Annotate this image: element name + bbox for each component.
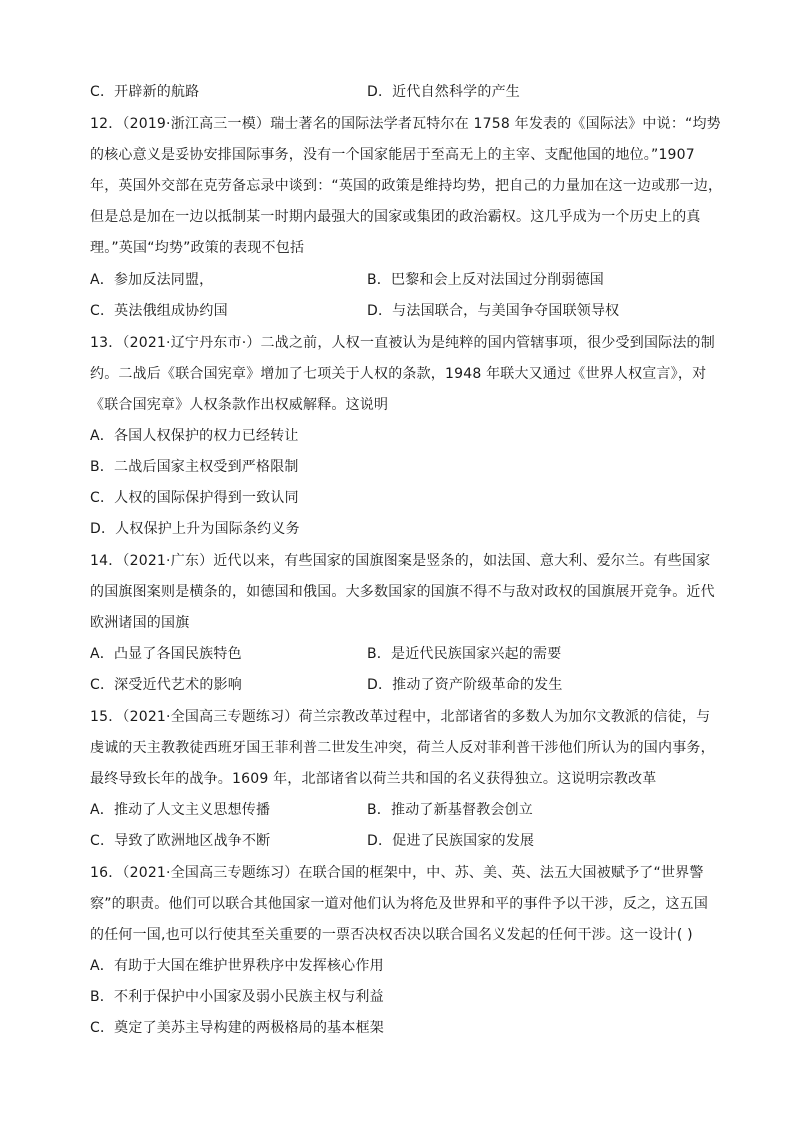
q16-stem-line-1: 16．（2021·全国高三专题练习）在联合国的框架中，中、苏、美、英、法五大国被赋予了“世界警 [90,865,704,881]
q12-option-a: A．参加反法同盟， [90,272,214,288]
q16-stem-line-2: 察”的职责。他们可以联合其他国家一道对他们认为将危及世界和平的事件予以干涉，反之，这五国 [90,896,709,912]
q12-stem-line-2: 的核心意义是妥协安排国际事务，没有一个国家能居于至高无上的主宰、支配他国的地位。”1907 [90,147,695,163]
q12-option-b: B．巴黎和会上反对法国过分削弱德国 [367,272,605,288]
q15-option-d: D．促进了民族国家的发展 [367,833,535,849]
q13-stem-line-1: 13．（2021·辽宁丹东市·）二战之前，人权一直被认为是纯粹的国内管辖事项，很少受到国际法的制 [90,335,715,351]
q14-option-c: C．深受近代艺术的影响 [90,677,242,693]
q12-option-d: D．与法国联合，与美国争夺国联领导权 [367,303,620,319]
q16-option-b: B．不利于保护中小国家及弱小民族主权与利益 [90,989,384,1005]
q12-stem-line-5: 理。”英国“均势”政策的表现不包括 [90,240,305,256]
q15-option-a: A．推动了人文主义思想传播 [90,802,271,818]
q15-stem-line-3: 最终导致长年的战争。1609 年，北部诸省以荷兰共和国的名义获得独立。这说明宗教改革 [90,771,657,787]
q15-stem-line-1: 15．（2021·全国高三专题练习）荷兰宗教改革过程中，北部诸省的多数人为加尔文教派的信徒，与 [90,709,711,725]
q14-option-d: D．推动了资产阶级革命的发生 [367,677,563,693]
q15-stem-line-2: 虔诚的天主教教徒西班牙国王菲利普二世发生冲突，荷兰人反对菲利普干涉他们所认为的国内事务， [90,740,715,756]
q13-option-c: C．人权的国际保护得到一致认同 [90,490,299,506]
q13-stem-line-3: 《联合国宪章》人权条款作出权威解释。这说明 [90,397,389,413]
q12-option-c: C．英法俄组成协约国 [90,303,228,319]
q15-option-c: C．导致了欧洲地区战争不断 [90,833,271,849]
q16-option-a: A．有助于大国在维护世界秩序中发挥核心作用 [90,958,384,974]
q12-stem-line-1: 12．（2019·浙江高三一模）瑞士著名的国际法学者瓦特尔在 1758 年发表的《国际法》中说：“均势 [90,116,721,132]
q14-stem-line-3: 欧洲诸国的国旗 [90,615,190,631]
q13-stem-line-2: 约。二战后《联合国宪章》增加了七项关于人权的条款，1948 年联大又通过《世界人权宣言》，对 [90,366,707,382]
q16-stem-line-3: 的任何一国,也可以行使其至关重要的一票否决权否决以联合国名义发起的任何干涉。这一设计( ) [90,927,693,943]
q12-stem-line-3: 年，英国外交部在克劳备忘录中谈到：“英国的政策是维持均势，把自己的力量加在这一边或那一边， [90,178,723,194]
q14-option-b: B．是近代民族国家兴起的需要 [367,646,562,662]
q14-option-a: A．凸显了各国民族特色 [90,646,242,662]
q13-option-a: A．各国人权保护的权力已经转让 [90,428,299,444]
q14-stem-line-1: 14．（2021·广东）近代以来，有些国家的国旗图案是竖条的，如法国、意大利、爱尔兰。有些国家 [90,553,711,569]
q13-option-b: B．二战后国家主权受到严格限制 [90,459,299,475]
q13-option-d: D．人权保护上升为国际条约义务 [90,521,300,537]
q15-option-b: B．推动了新基督教会创立 [367,802,534,818]
q14-stem-line-2: 的国旗图案则是横条的，如德国和俄国。大多数国家的国旗不得不与敌对政权的国旗展开竞争。近代 [90,584,715,600]
q16-option-c: C．奠定了美苏主导构建的两极格局的基本框架 [90,1020,384,1036]
q11-option-c: C．开辟新的航路 [90,84,200,100]
q11-option-d: D．近代自然科学的产生 [367,84,520,100]
q12-stem-line-4: 但是总是加在一边以抵制某一时期内最强大的国家或集团的政治霸权。这几乎成为一个历史上的真 [90,209,701,225]
